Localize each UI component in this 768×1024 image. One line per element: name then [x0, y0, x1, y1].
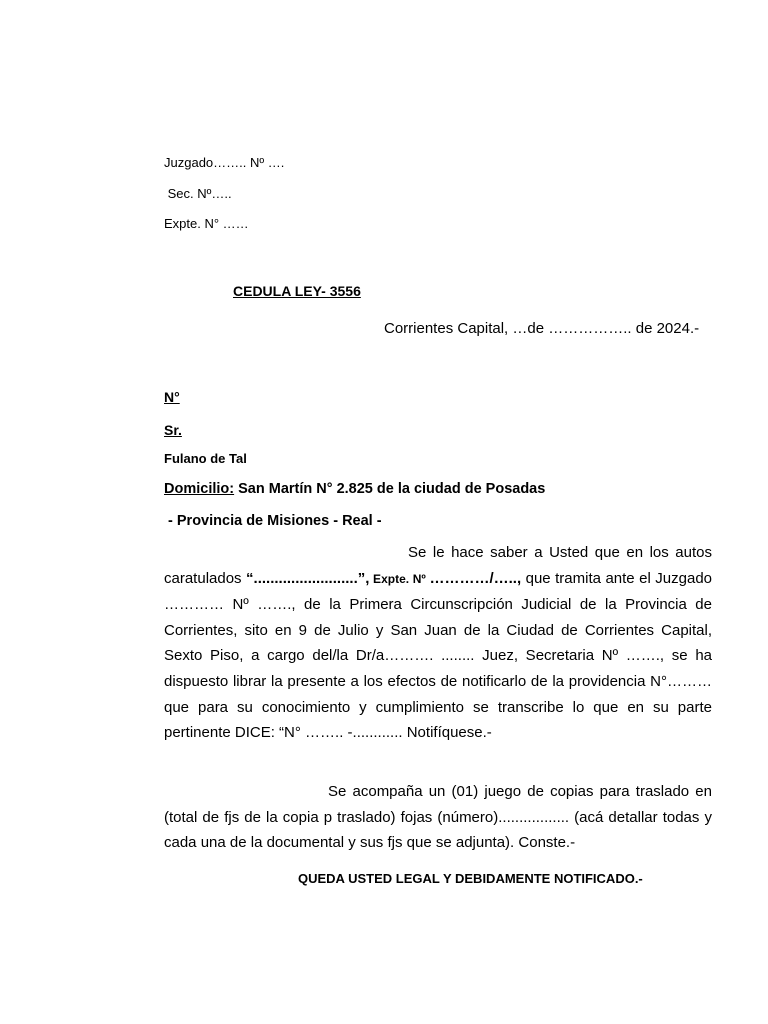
expte-value: …………/…..,	[429, 569, 522, 587]
date-line: Corrientes Capital, …de …………….. de 2024.-	[384, 320, 700, 337]
expediente-line: Expte. N° ……	[164, 216, 249, 231]
paragraph1-intro: Se le hace saber a Usted que en los autos caratulados	[164, 544, 712, 587]
expte-label: Expte. Nº	[369, 571, 430, 586]
number-label: N°	[164, 389, 180, 405]
caratula-value: “.........................”,	[246, 569, 370, 587]
secretaria-line: Sec. Nº…..	[164, 186, 232, 201]
notification-paragraph	[164, 540, 712, 746]
province-line: - Provincia de Misiones - Real -	[164, 513, 382, 529]
document-title: CEDULA LEY- 3556	[233, 283, 361, 299]
juzgado-line: Juzgado…….. Nº ….	[164, 155, 285, 170]
paragraph2-text: Se acompaña un (01) juego de copias para traslado en (total de fjs de la copia p traslado) fojas (número)................. (acá detallar todas y cada una de la documental y sus fjs que se adjunta). Conste.-	[164, 783, 712, 852]
closing-statement: QUEDA USTED LEGAL Y DEBIDAMENTE NOTIFICADO.-	[298, 871, 643, 886]
copies-paragraph	[164, 779, 712, 856]
recipient-title: Sr.	[164, 422, 182, 438]
domicilio-value: San Martín N° 2.825 de la ciudad de Posadas	[234, 481, 546, 497]
recipient-name: Fulano de Tal	[164, 451, 247, 466]
domicilio-label: Domicilio:	[164, 481, 235, 497]
domicilio-line	[164, 481, 545, 497]
paragraph1-body: que tramita ante el Juzgado ………… Nº ……., de la Primera Circunscripción Judicial de la Provincia de Corrientes, sito en 9 de Julio y San Juan de la Ciudad de Corrientes Capital, Sexto Piso, a cargo del/la Dr/a………. ........ Juez, Secretaria Nº ……., se ha dispuesto librar la presente a los efectos de notificarlo de la providencia N°……… que para su conocimiento y cumplimiento se transcribe lo que en su parte pertinente DICE: “N° …….. -............ Notifíquese.-	[164, 569, 713, 742]
